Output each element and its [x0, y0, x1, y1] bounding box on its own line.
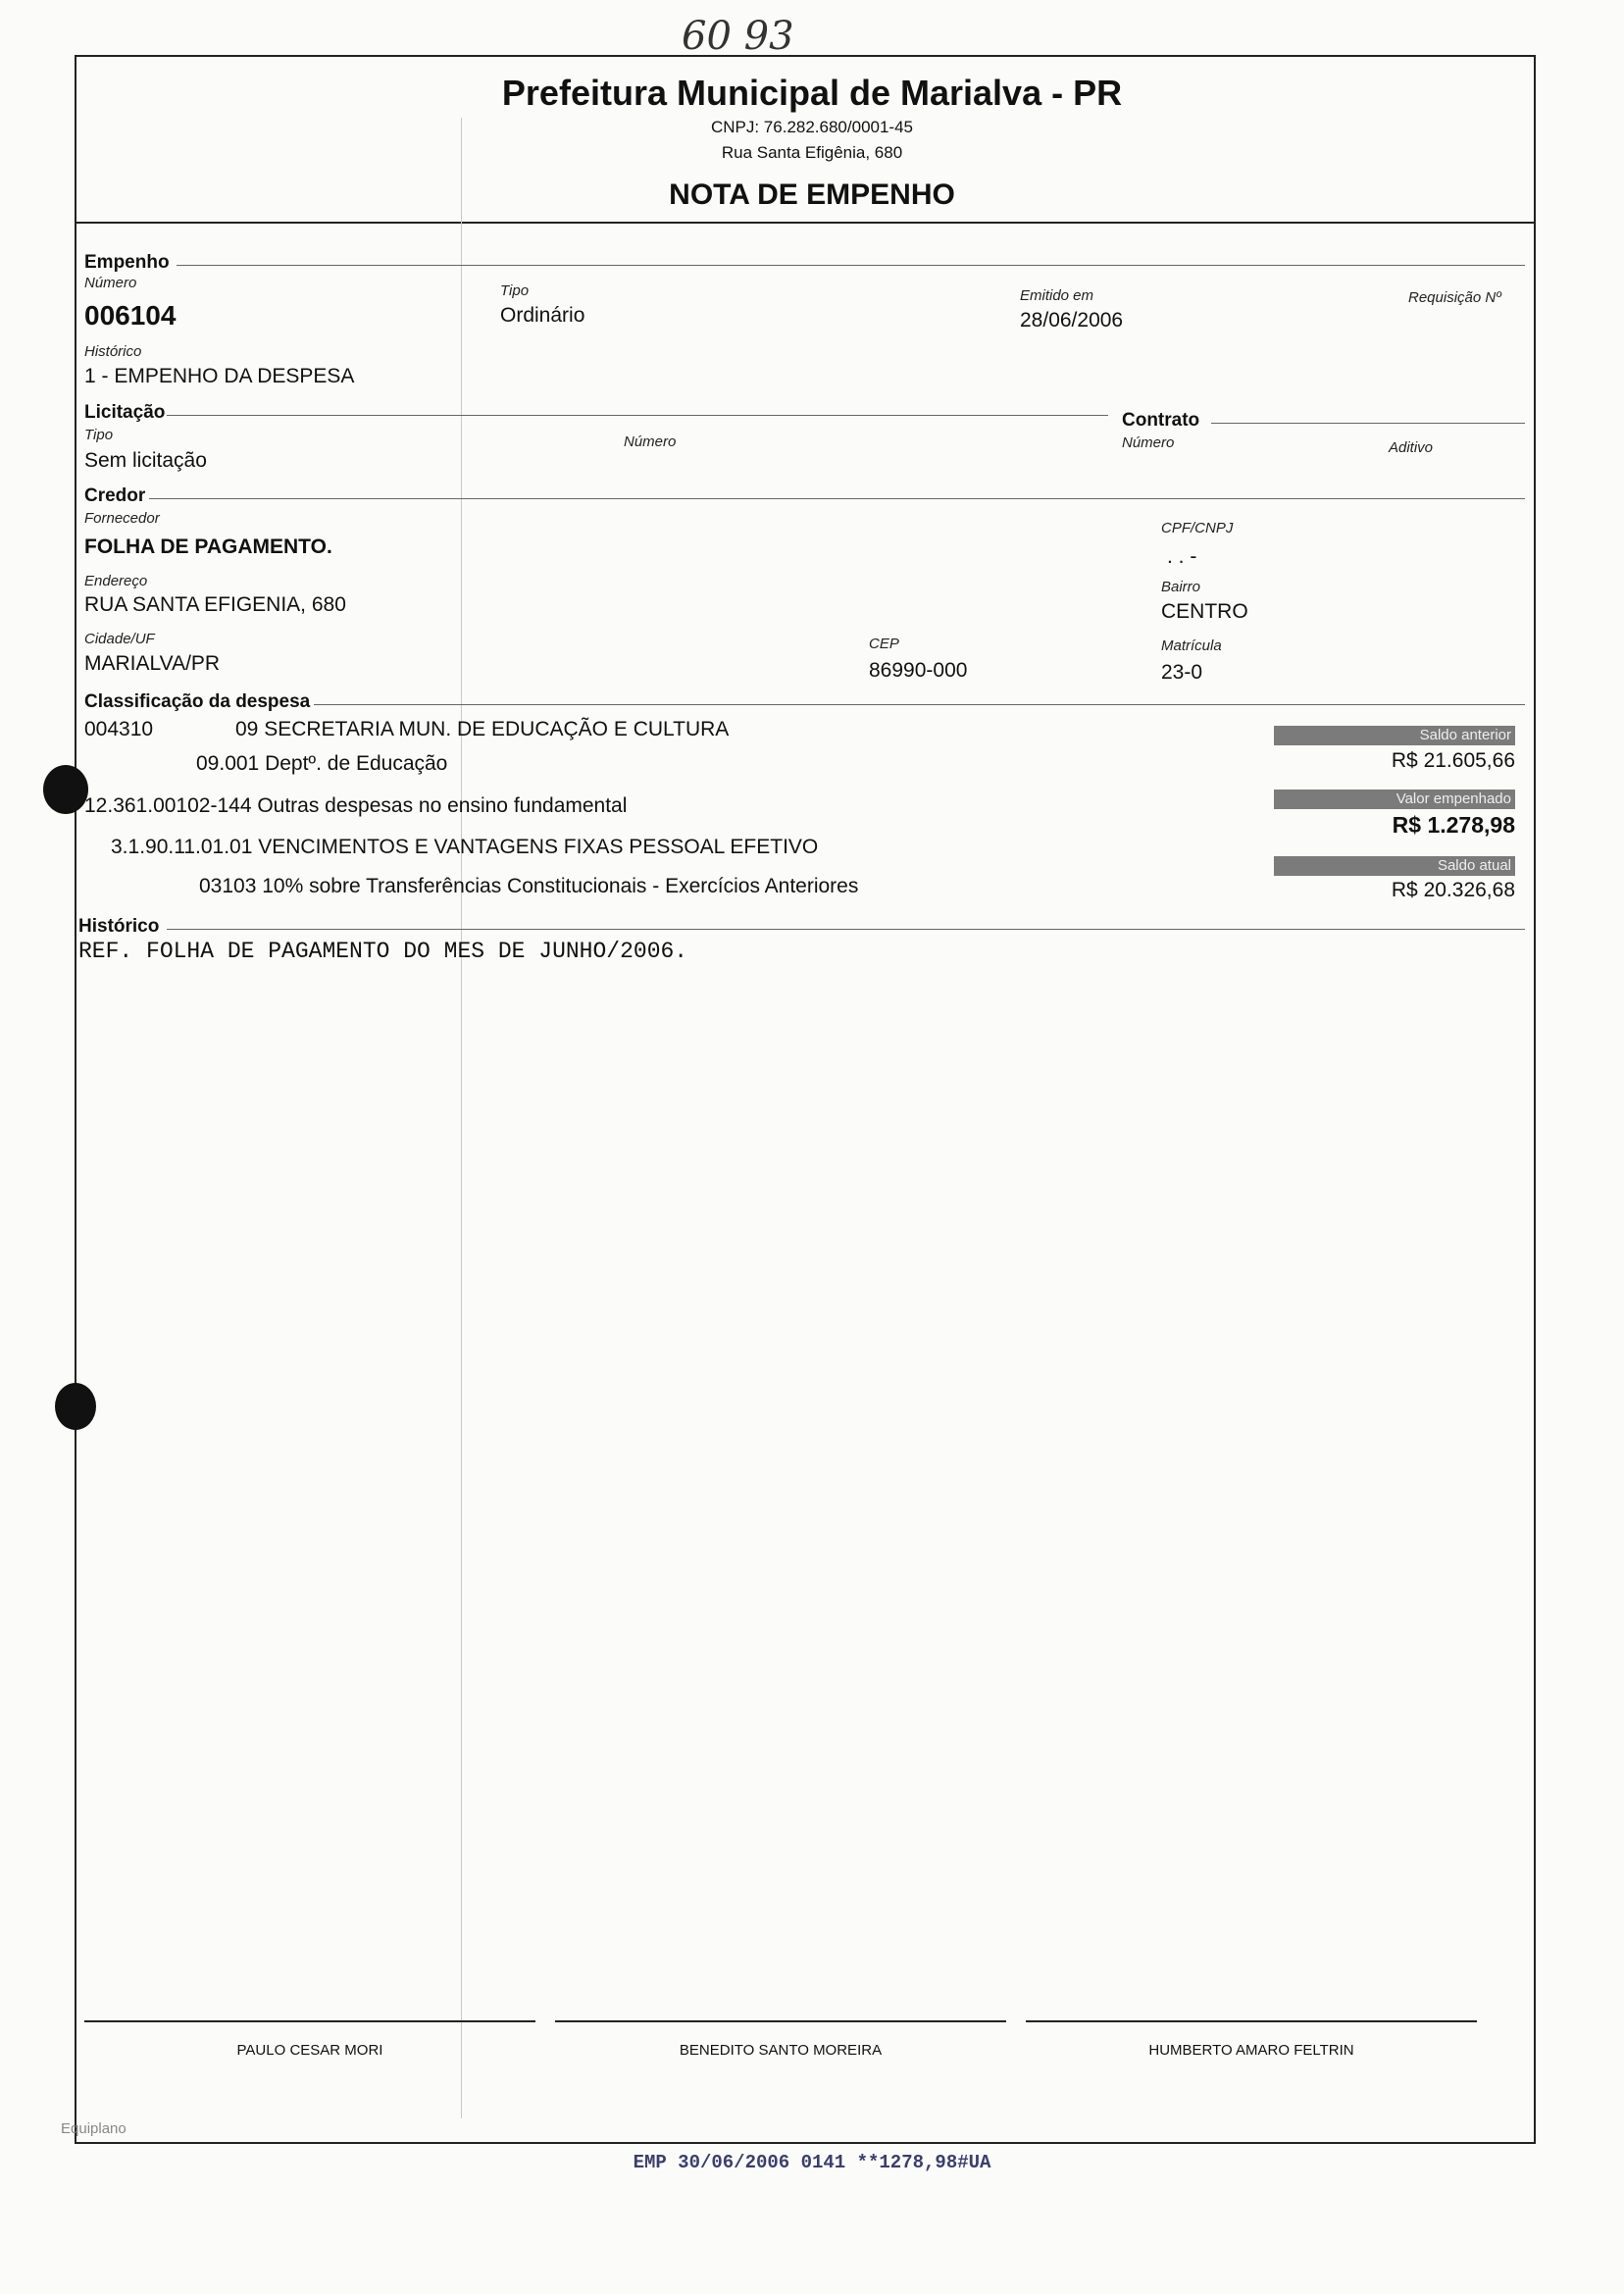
historico-section: Histórico	[78, 916, 160, 937]
saldo-anterior-bar	[1274, 726, 1515, 745]
valor-empenhado-bar	[1274, 790, 1515, 809]
cnpj: CNPJ: 76.282.680/0001-45	[710, 118, 914, 136]
emitido-date: 28/06/2006	[1020, 309, 1124, 331]
handwritten-number: 60 93	[682, 14, 794, 59]
empenho-tipo-label: Tipo	[500, 282, 530, 299]
empenho-historico-label: Histórico	[84, 343, 142, 360]
punch-hole-top	[43, 765, 88, 814]
endereco: RUA SANTA EFIGENIA, 680	[84, 593, 346, 616]
signature-name-1: PAULO CESAR MORI	[236, 2042, 383, 2059]
classificacao-code: 004310	[84, 718, 154, 740]
saldo-atual-bar	[1274, 856, 1515, 876]
saldo-atual: R$ 20.326,68	[1391, 879, 1515, 901]
cpf-value: . . -	[1167, 545, 1197, 568]
saldo-anterior-label: Saldo anterior	[1419, 727, 1511, 743]
cep: 86990-000	[869, 659, 968, 682]
signature-line-2	[555, 2020, 1006, 2022]
valor-empenhado-label: Valor empenhado	[1396, 790, 1511, 807]
cidade-label: Cidade/UF	[84, 631, 155, 647]
classificacao-rule	[314, 704, 1525, 705]
contrato-section: Contrato	[1122, 410, 1200, 431]
contrato-numero-label: Número	[1122, 434, 1175, 451]
software-label: Equiplano	[61, 2120, 127, 2137]
signature-line-3	[1026, 2020, 1477, 2022]
signature-name-3: HUMBERTO AMARO FELTRIN	[1148, 2042, 1354, 2059]
classificacao-funcional: 12.361.00102-144 Outras despesas no ensino fundamental	[84, 794, 628, 817]
bairro: CENTRO	[1161, 600, 1248, 623]
historico-text: REF. FOLHA DE PAGAMENTO DO MES DE JUNHO/2006.	[78, 939, 688, 964]
matricula-label: Matrícula	[1161, 637, 1222, 654]
bairro-label: Bairro	[1161, 579, 1201, 595]
cep-label: CEP	[869, 636, 899, 652]
signature-line-1	[84, 2020, 535, 2022]
classificacao-natureza: 3.1.90.11.01.01 VENCIMENTOS E VANTAGENS FIXAS PESSOAL EFETIVO	[111, 836, 819, 858]
saldo-anterior: R$ 21.605,66	[1391, 749, 1515, 772]
empenho-rule	[177, 265, 1525, 266]
cidade: MARIALVA/PR	[84, 652, 221, 675]
credor-section: Credor	[84, 485, 146, 506]
valor-empenhado: R$ 1.278,98	[1392, 812, 1515, 838]
municipality-name: Prefeitura Municipal de Marialva - PR	[501, 73, 1123, 113]
signature-name-2: BENEDITO SANTO MOREIRA	[679, 2042, 883, 2059]
document-title: NOTA DE EMPENHO	[669, 178, 955, 211]
endereco-label: Endereço	[84, 573, 148, 589]
empenho-section: Empenho	[84, 252, 170, 273]
requisicao-label: Requisição Nº	[1408, 289, 1501, 306]
saldo-atual-label: Saldo atual	[1437, 857, 1511, 874]
licitacao-section: Licitação	[84, 402, 166, 423]
address: Rua Santa Efigênia, 680	[721, 143, 903, 162]
aditivo-label: Aditivo	[1389, 439, 1434, 456]
fornecedor-label: Fornecedor	[84, 510, 160, 527]
empenho-numero-label: Número	[84, 275, 137, 291]
empenho-tipo: Ordinário	[500, 304, 585, 327]
classificacao-unidade: 09.001 Deptº. de Educação	[196, 752, 448, 775]
matricula: 23-0	[1161, 661, 1203, 684]
credor-rule	[149, 498, 1525, 499]
licitacao-numero-label: Número	[624, 433, 677, 450]
header-divider	[75, 222, 1536, 224]
classificacao-orgao: 09 SECRETARIA MUN. DE EDUCAÇÃO E CULTURA	[235, 718, 730, 740]
licitacao-tipo-label: Tipo	[84, 427, 114, 443]
punch-hole-bottom	[55, 1383, 96, 1430]
emitido-label: Emitido em	[1020, 287, 1094, 304]
licitacao-rule	[167, 415, 1108, 416]
classificacao-fonte: 03103 10% sobre Transferências Constitucionais - Exercícios Anteriores	[199, 875, 859, 897]
classificacao-section: Classificação da despesa	[84, 691, 311, 712]
empenho-historico: 1 - EMPENHO DA DESPESA	[84, 365, 355, 387]
contrato-rule	[1211, 423, 1525, 424]
historico-rule	[167, 929, 1525, 930]
validation-stamp: EMP 30/06/2006 0141 **1278,98#UA	[633, 2152, 991, 2173]
fold-line	[461, 118, 462, 2118]
fornecedor: FOLHA DE PAGAMENTO.	[84, 535, 332, 558]
empenho-numero: 006104	[84, 300, 177, 331]
cpf-label: CPF/CNPJ	[1161, 520, 1234, 536]
licitacao-tipo: Sem licitação	[84, 449, 207, 472]
